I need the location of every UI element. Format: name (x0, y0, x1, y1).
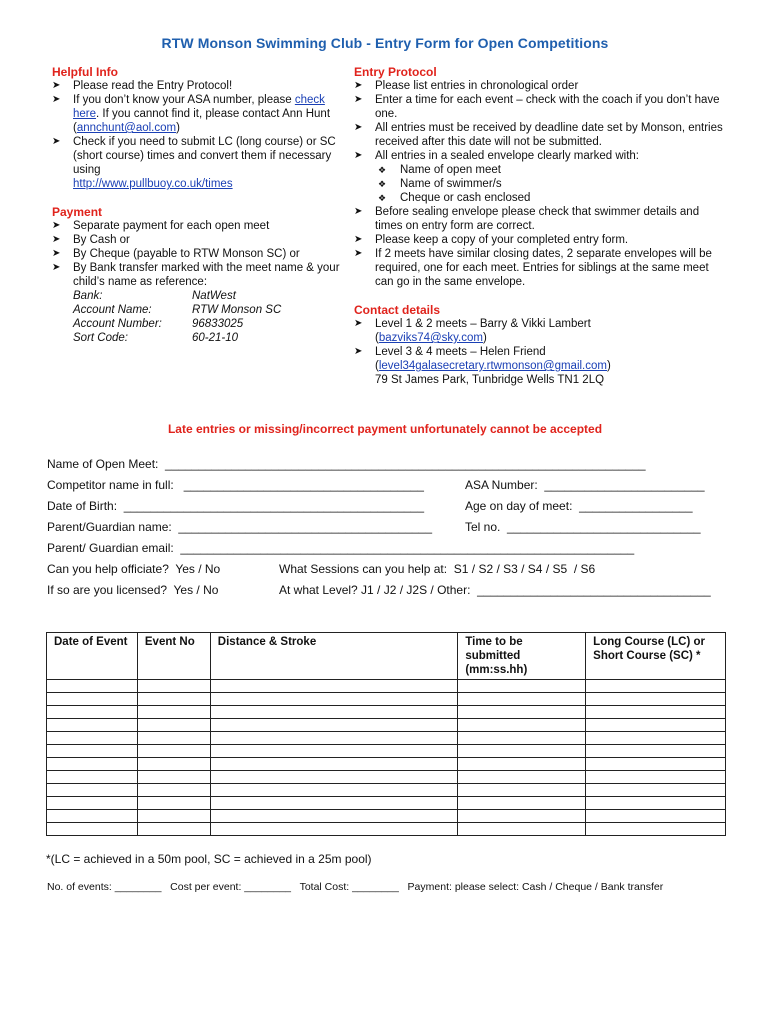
bazviks-email-link[interactable]: bazviks74@sky.com (378, 332, 483, 344)
list-item (354, 121, 724, 149)
table-cell-input[interactable] (210, 706, 458, 719)
table-cell-input[interactable] (47, 693, 138, 706)
check-here-link[interactable]: check here (73, 94, 325, 120)
account-name-label: Account Name: (73, 304, 152, 316)
list-item-text: If 2 meets have similar closing dates, 2 separate envelopes will be required, one for each meet. Entries for siblings at the same meet can go in the same envelope. (375, 248, 712, 288)
list-item (52, 219, 342, 233)
arrow-bullet-icon: ➤ (52, 220, 61, 231)
table-cell-input[interactable] (47, 745, 138, 758)
list-item-text: By Cheque (payable to RTW Monson SC) or (73, 248, 300, 260)
table-cell-input[interactable] (458, 784, 586, 797)
table-cell-input[interactable] (137, 680, 210, 693)
bank-value: NatWest (192, 290, 236, 302)
table-cell-input[interactable] (47, 680, 138, 693)
list-item-text: Level 1 & 2 meets – Barry & Vikki Lambert (375, 318, 591, 330)
diamond-bullet-icon: ❖ (378, 165, 387, 175)
table-cell-input[interactable] (458, 732, 586, 745)
table-cell-input[interactable] (137, 784, 210, 797)
competitor-name-field[interactable]: Competitor name in full: ____________________________________ (47, 478, 424, 492)
header-date-of-event: Date of Event (47, 633, 138, 680)
payment-list (52, 219, 342, 289)
table-cell-input[interactable] (137, 693, 210, 706)
table-cell-input[interactable] (137, 719, 210, 732)
table-cell-input[interactable] (137, 732, 210, 745)
table-row (47, 680, 726, 693)
table-cell-input[interactable] (210, 758, 458, 771)
table-row (47, 719, 726, 732)
table-cell-input[interactable] (458, 810, 586, 823)
table-row (47, 784, 726, 797)
table-cell-input[interactable] (47, 797, 138, 810)
payment-heading: Payment (52, 205, 103, 219)
list-item (354, 205, 724, 233)
licensed-question[interactable]: If so are you licensed? Yes / No (47, 583, 219, 597)
sessions-question[interactable]: What Sessions can you help at: S1 / S2 / S3 / S4 / S5 / S6 (279, 562, 596, 576)
address: 79 St James Park, Tunbridge Wells TN1 2LQ (375, 374, 605, 386)
table-row (47, 823, 726, 836)
course-footnote: *(LC = achieved in a 50m pool, SC = achieved in a 25m pool) (46, 852, 372, 866)
table-cell-input[interactable] (137, 706, 210, 719)
list-item-text: All entries in a sealed envelope clearly marked with: (375, 150, 639, 162)
sublist-item (378, 191, 724, 205)
table-row (47, 693, 726, 706)
arrow-bullet-icon: ➤ (354, 94, 363, 105)
account-number-label: Account Number: (73, 318, 162, 330)
sublist-item (378, 163, 724, 177)
ann-hunt-email-link[interactable]: annchunt@aol.com (76, 122, 177, 134)
table-cell-input[interactable] (586, 706, 726, 719)
tel-no-field[interactable]: Tel no. _____________________________ (465, 520, 701, 534)
table-cell-input[interactable] (586, 823, 726, 836)
table-cell-input[interactable] (47, 823, 138, 836)
table-cell-input[interactable] (210, 784, 458, 797)
list-item-text: . If you cannot find it, please contact Ann Hunt ( (73, 108, 331, 134)
pullbuoy-link[interactable]: http://www.pullbuoy.co.uk/times (73, 178, 233, 190)
table-cell-input[interactable] (137, 745, 210, 758)
table-cell-input[interactable] (458, 771, 586, 784)
table-cell-input[interactable] (458, 823, 586, 836)
header-distance-stroke: Distance & Stroke (210, 633, 458, 680)
list-item (354, 233, 724, 247)
list-item (52, 247, 342, 261)
table-cell-input[interactable] (137, 771, 210, 784)
table-cell-input[interactable] (586, 719, 726, 732)
list-item-text: Enter a time for each event – check with the coach if you don’t have one. (375, 94, 720, 120)
officiate-question[interactable]: Can you help officiate? Yes / No (47, 562, 221, 576)
table-cell-input[interactable] (210, 810, 458, 823)
entry-protocol-heading: Entry Protocol (354, 65, 437, 79)
sublist-item-text: Name of open meet (400, 164, 502, 176)
list-item: ➤ Level 1 & 2 meets – Barry & Vikki Lambert (bazviks74@sky.com) (354, 318, 591, 344)
events-table (46, 632, 726, 836)
asa-number-field[interactable]: ASA Number: ________________________ (465, 478, 705, 492)
parent-email-field[interactable]: Parent/ Guardian email: ____________________________________________________________________ (47, 541, 635, 555)
table-row (47, 758, 726, 771)
events-table-body (47, 680, 726, 836)
list-item-text: Please keep a copy of your completed entry form. (375, 234, 629, 246)
table-cell-input[interactable] (210, 732, 458, 745)
gala-secretary-email-link[interactable]: level34galasecretary.rtwmonson@gmail.com (378, 360, 607, 372)
date-of-birth-field[interactable]: Date of Birth: _____________________________________________ (47, 499, 425, 513)
table-cell-input[interactable] (586, 771, 726, 784)
list-item (354, 247, 724, 289)
left-column (52, 65, 342, 345)
table-cell-input[interactable] (210, 745, 458, 758)
arrow-bullet-icon: ➤ (354, 346, 363, 357)
list-item: ➤ Level 3 & 4 meets – Helen Friend (level34galasecretary.rtwmonson@gmail.com) 79 St James Park, Tunbridge Wells TN1 2LQ (354, 346, 611, 386)
arrow-bullet-icon: ➤ (52, 94, 61, 105)
table-cell-input[interactable] (137, 810, 210, 823)
list-item (52, 261, 342, 289)
table-cell-input[interactable] (137, 823, 210, 836)
list-item-text: All entries must be received by deadline date set by Monson, entries received after this date will not be submitted. (375, 122, 723, 148)
arrow-bullet-icon: ➤ (52, 234, 61, 245)
table-row (47, 797, 726, 810)
list-item-text: Please read the Entry Protocol! (73, 80, 233, 92)
table-cell-input[interactable] (210, 719, 458, 732)
account-number-value: 96833025 (192, 318, 244, 330)
list-item (52, 233, 342, 247)
entry-protocol-list (354, 79, 724, 289)
table-cell-input[interactable] (210, 823, 458, 836)
list-item (52, 135, 342, 191)
cost-summary-line[interactable]: No. of events: ________ Cost per event: ________ Total Cost: ________ Payment: please select: Cash / Cheque / Bank transfer (47, 881, 664, 893)
table-cell-input[interactable] (47, 706, 138, 719)
header-course-type: Long Course (LC) or Short Course (SC) * (586, 633, 726, 680)
envelope-sublist (354, 163, 724, 205)
table-cell-input[interactable] (47, 810, 138, 823)
header-event-no: Event No (137, 633, 210, 680)
list-item (52, 79, 342, 93)
arrow-bullet-icon: ➤ (354, 234, 363, 245)
header-time-submitted: Time to be submitted (mm:ss.hh) (458, 633, 586, 680)
bank-details (73, 289, 342, 345)
table-cell-input[interactable] (458, 719, 586, 732)
sublist-item-text: Cheque or cash enclosed (400, 192, 531, 204)
table-cell-input[interactable] (458, 706, 586, 719)
list-item (354, 79, 724, 93)
table-row (47, 706, 726, 719)
list-item-text: Separate payment for each open meet (73, 220, 270, 232)
list-item (52, 93, 342, 135)
table-cell-input[interactable] (47, 758, 138, 771)
form-title: RTW Monson Swimming Club - Entry Form for Open Competitions (161, 35, 609, 51)
table-cell-input[interactable] (47, 784, 138, 797)
level-field[interactable]: At what Level? J1 / J2 / J2S / Other: ___________________________________ (279, 583, 711, 597)
table-cell-input[interactable] (458, 758, 586, 771)
table-cell-input[interactable] (586, 758, 726, 771)
table-cell-input[interactable] (47, 719, 138, 732)
table-cell-input[interactable] (210, 680, 458, 693)
sublist-item (378, 177, 724, 191)
arrow-bullet-icon: ➤ (354, 80, 363, 91)
contact-heading: Contact details (354, 303, 441, 317)
table-cell-input[interactable] (458, 680, 586, 693)
list-item-text: By Cash or (73, 234, 130, 246)
arrow-bullet-icon: ➤ (52, 80, 61, 91)
sort-code-label: Sort Code: (73, 332, 128, 344)
late-entries-notice: Late entries or missing/incorrect payment unfortunately cannot be accepted (167, 422, 603, 436)
contact-list (354, 317, 724, 387)
helpful-info-list (52, 79, 342, 191)
table-row (47, 810, 726, 823)
list-item-text: Please list entries in chronological order (375, 80, 579, 92)
table-cell-input[interactable] (458, 693, 586, 706)
table-header-row (47, 633, 726, 680)
list-item-text: Before sealing envelope please check that swimmer details and times on entry form are correct. (375, 206, 700, 232)
helpful-info-heading: Helpful Info (52, 65, 118, 79)
table-cell-input[interactable] (586, 784, 726, 797)
bank-label: Bank: (73, 290, 103, 302)
diamond-bullet-icon: ❖ (378, 193, 387, 203)
list-item-text: If you don’t know your ASA number, please (73, 94, 292, 106)
arrow-bullet-icon: ➤ (354, 150, 363, 161)
right-column (354, 65, 724, 387)
table-cell-input[interactable] (137, 797, 210, 810)
arrow-bullet-icon: ➤ (52, 136, 61, 147)
table-cell-input[interactable] (586, 797, 726, 810)
arrow-bullet-icon: ➤ (354, 206, 363, 217)
arrow-bullet-icon: ➤ (52, 262, 61, 273)
table-cell-input[interactable] (458, 745, 586, 758)
table-cell-input[interactable] (586, 745, 726, 758)
table-cell-input[interactable] (47, 732, 138, 745)
sort-code-value: 60-21-10 (192, 332, 239, 344)
list-item (354, 149, 724, 205)
parent-name-field[interactable]: Parent/Guardian name: ______________________________________ (47, 520, 433, 534)
table-row (47, 771, 726, 784)
table-cell-input[interactable] (210, 797, 458, 810)
table-cell-input[interactable] (458, 797, 586, 810)
account-name-value: RTW Monson SC (192, 304, 282, 316)
arrow-bullet-icon: ➤ (52, 248, 61, 259)
arrow-bullet-icon: ➤ (354, 318, 363, 329)
open-meet-field[interactable]: Name of Open Meet: ________________________________________________________________________ (47, 457, 646, 471)
table-cell-input[interactable] (586, 693, 726, 706)
table-row (47, 732, 726, 745)
list-item-text: ) (176, 122, 180, 134)
list-item-text: Check if you need to submit LC (long course) or SC (short course) times and convert them if necessary using (73, 136, 336, 176)
age-on-day-field[interactable]: Age on day of meet: _________________ (465, 499, 693, 513)
list-item-text: By Bank transfer marked with the meet name & your child’s name as reference: (73, 262, 340, 288)
table-cell-input[interactable] (47, 771, 138, 784)
table-cell-input[interactable] (586, 810, 726, 823)
arrow-bullet-icon: ➤ (354, 122, 363, 133)
diamond-bullet-icon: ❖ (378, 179, 387, 189)
list-item (354, 93, 724, 121)
sublist-item-text: Name of swimmer/s (400, 178, 502, 190)
table-cell-input[interactable] (137, 758, 210, 771)
table-cell-input[interactable] (210, 771, 458, 784)
table-cell-input[interactable] (586, 680, 726, 693)
table-row (47, 745, 726, 758)
table-cell-input[interactable] (586, 732, 726, 745)
list-item-text: Level 3 & 4 meets – Helen Friend (375, 346, 546, 358)
table-cell-input[interactable] (210, 693, 458, 706)
arrow-bullet-icon: ➤ (354, 248, 363, 259)
